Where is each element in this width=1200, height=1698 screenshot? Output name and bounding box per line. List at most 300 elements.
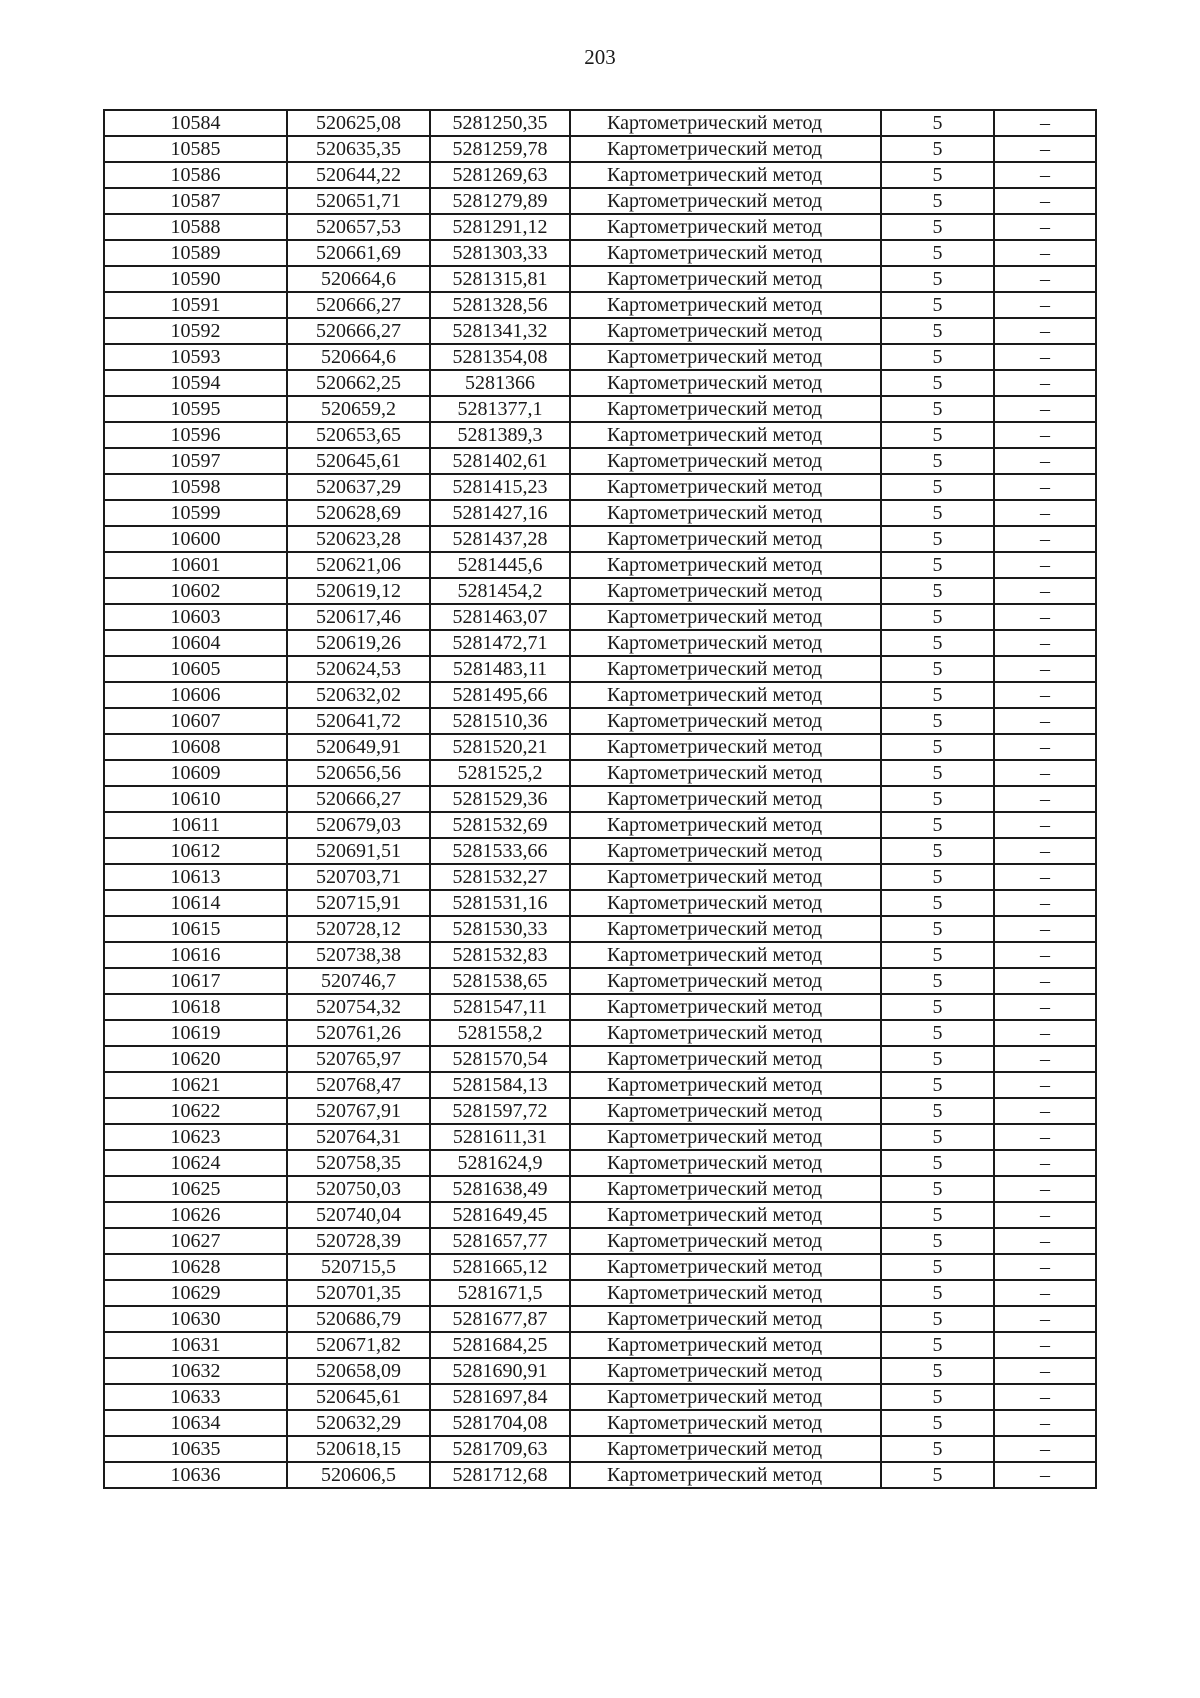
point-number-cell: 10610 bbox=[104, 786, 287, 812]
point-number-cell: 10604 bbox=[104, 630, 287, 656]
method-cell: Картометрический метод bbox=[570, 760, 881, 786]
x-coordinate-cell: 520618,15 bbox=[287, 1436, 430, 1462]
note-cell: – bbox=[994, 1410, 1096, 1436]
x-coordinate-cell: 520765,97 bbox=[287, 1046, 430, 1072]
table-row bbox=[104, 1462, 1096, 1488]
table-row bbox=[104, 448, 1096, 474]
note-cell: – bbox=[994, 448, 1096, 474]
table-row bbox=[104, 1254, 1096, 1280]
y-coordinate-cell: 5281389,3 bbox=[430, 422, 570, 448]
table-row bbox=[104, 1410, 1096, 1436]
table-row bbox=[104, 240, 1096, 266]
note-cell: – bbox=[994, 968, 1096, 994]
method-cell: Картометрический метод bbox=[570, 968, 881, 994]
y-coordinate-cell: 5281709,63 bbox=[430, 1436, 570, 1462]
method-cell: Картометрический метод bbox=[570, 682, 881, 708]
x-coordinate-cell: 520664,6 bbox=[287, 266, 430, 292]
accuracy-cell: 5 bbox=[881, 1150, 994, 1176]
accuracy-cell: 5 bbox=[881, 708, 994, 734]
note-cell: – bbox=[994, 1228, 1096, 1254]
note-cell: – bbox=[994, 1176, 1096, 1202]
note-cell: – bbox=[994, 760, 1096, 786]
point-number-cell: 10591 bbox=[104, 292, 287, 318]
page-number: 203 bbox=[584, 45, 616, 69]
note-cell: – bbox=[994, 838, 1096, 864]
point-number-cell: 10601 bbox=[104, 552, 287, 578]
x-coordinate-cell: 520686,79 bbox=[287, 1306, 430, 1332]
point-number-cell: 10626 bbox=[104, 1202, 287, 1228]
note-cell: – bbox=[994, 604, 1096, 630]
table-row bbox=[104, 1124, 1096, 1150]
point-number-cell: 10617 bbox=[104, 968, 287, 994]
table-row bbox=[104, 1072, 1096, 1098]
method-cell: Картометрический метод bbox=[570, 604, 881, 630]
note-cell: – bbox=[994, 1202, 1096, 1228]
point-number-cell: 10586 bbox=[104, 162, 287, 188]
accuracy-cell: 5 bbox=[881, 942, 994, 968]
method-cell: Картометрический метод bbox=[570, 656, 881, 682]
x-coordinate-cell: 520750,03 bbox=[287, 1176, 430, 1202]
point-number-cell: 10589 bbox=[104, 240, 287, 266]
method-cell: Картометрический метод bbox=[570, 916, 881, 942]
method-cell: Картометрический метод bbox=[570, 1332, 881, 1358]
accuracy-cell: 5 bbox=[881, 1410, 994, 1436]
y-coordinate-cell: 5281269,63 bbox=[430, 162, 570, 188]
table-row bbox=[104, 266, 1096, 292]
note-cell: – bbox=[994, 240, 1096, 266]
y-coordinate-cell: 5281547,11 bbox=[430, 994, 570, 1020]
x-coordinate-cell: 520656,56 bbox=[287, 760, 430, 786]
note-cell: – bbox=[994, 110, 1096, 136]
y-coordinate-cell: 5281520,21 bbox=[430, 734, 570, 760]
note-cell: – bbox=[994, 1306, 1096, 1332]
coordinates-table bbox=[103, 109, 1097, 1489]
x-coordinate-cell: 520645,61 bbox=[287, 448, 430, 474]
method-cell: Картометрический метод bbox=[570, 110, 881, 136]
point-number-cell: 10595 bbox=[104, 396, 287, 422]
accuracy-cell: 5 bbox=[881, 162, 994, 188]
x-coordinate-cell: 520767,91 bbox=[287, 1098, 430, 1124]
note-cell: – bbox=[994, 1098, 1096, 1124]
y-coordinate-cell: 5281611,31 bbox=[430, 1124, 570, 1150]
method-cell: Картометрический метод bbox=[570, 708, 881, 734]
x-coordinate-cell: 520632,02 bbox=[287, 682, 430, 708]
table-row bbox=[104, 526, 1096, 552]
accuracy-cell: 5 bbox=[881, 1280, 994, 1306]
method-cell: Картометрический метод bbox=[570, 838, 881, 864]
accuracy-cell: 5 bbox=[881, 526, 994, 552]
accuracy-cell: 5 bbox=[881, 656, 994, 682]
method-cell: Картометрический метод bbox=[570, 864, 881, 890]
x-coordinate-cell: 520624,53 bbox=[287, 656, 430, 682]
y-coordinate-cell: 5281684,25 bbox=[430, 1332, 570, 1358]
accuracy-cell: 5 bbox=[881, 890, 994, 916]
table-row bbox=[104, 162, 1096, 188]
method-cell: Картометрический метод bbox=[570, 552, 881, 578]
table-row bbox=[104, 1332, 1096, 1358]
y-coordinate-cell: 5281250,35 bbox=[430, 110, 570, 136]
accuracy-cell: 5 bbox=[881, 500, 994, 526]
note-cell: – bbox=[994, 188, 1096, 214]
accuracy-cell: 5 bbox=[881, 786, 994, 812]
x-coordinate-cell: 520715,91 bbox=[287, 890, 430, 916]
x-coordinate-cell: 520645,61 bbox=[287, 1384, 430, 1410]
note-cell: – bbox=[994, 344, 1096, 370]
table-row bbox=[104, 292, 1096, 318]
method-cell: Картометрический метод bbox=[570, 1254, 881, 1280]
method-cell: Картометрический метод bbox=[570, 240, 881, 266]
y-coordinate-cell: 5281463,07 bbox=[430, 604, 570, 630]
point-number-cell: 10590 bbox=[104, 266, 287, 292]
x-coordinate-cell: 520728,12 bbox=[287, 916, 430, 942]
note-cell: – bbox=[994, 1254, 1096, 1280]
y-coordinate-cell: 5281415,23 bbox=[430, 474, 570, 500]
point-number-cell: 10605 bbox=[104, 656, 287, 682]
table-row bbox=[104, 1046, 1096, 1072]
table-row bbox=[104, 1020, 1096, 1046]
table-row bbox=[104, 734, 1096, 760]
x-coordinate-cell: 520728,39 bbox=[287, 1228, 430, 1254]
table-row bbox=[104, 656, 1096, 682]
accuracy-cell: 5 bbox=[881, 448, 994, 474]
method-cell: Картометрический метод bbox=[570, 1280, 881, 1306]
note-cell: – bbox=[994, 1358, 1096, 1384]
point-number-cell: 10632 bbox=[104, 1358, 287, 1384]
accuracy-cell: 5 bbox=[881, 1228, 994, 1254]
point-number-cell: 10619 bbox=[104, 1020, 287, 1046]
accuracy-cell: 5 bbox=[881, 1332, 994, 1358]
point-number-cell: 10593 bbox=[104, 344, 287, 370]
y-coordinate-cell: 5281341,32 bbox=[430, 318, 570, 344]
y-coordinate-cell: 5281533,66 bbox=[430, 838, 570, 864]
x-coordinate-cell: 520764,31 bbox=[287, 1124, 430, 1150]
x-coordinate-cell: 520664,6 bbox=[287, 344, 430, 370]
method-cell: Картометрический метод bbox=[570, 890, 881, 916]
method-cell: Картометрический метод bbox=[570, 214, 881, 240]
method-cell: Картометрический метод bbox=[570, 266, 881, 292]
note-cell: – bbox=[994, 942, 1096, 968]
y-coordinate-cell: 5281665,12 bbox=[430, 1254, 570, 1280]
note-cell: – bbox=[994, 214, 1096, 240]
table-row bbox=[104, 760, 1096, 786]
y-coordinate-cell: 5281472,71 bbox=[430, 630, 570, 656]
x-coordinate-cell: 520746,7 bbox=[287, 968, 430, 994]
accuracy-cell: 5 bbox=[881, 968, 994, 994]
table-row bbox=[104, 318, 1096, 344]
method-cell: Картометрический метод bbox=[570, 422, 881, 448]
y-coordinate-cell: 5281529,36 bbox=[430, 786, 570, 812]
y-coordinate-cell: 5281570,54 bbox=[430, 1046, 570, 1072]
note-cell: – bbox=[994, 708, 1096, 734]
x-coordinate-cell: 520635,35 bbox=[287, 136, 430, 162]
y-coordinate-cell: 5281624,9 bbox=[430, 1150, 570, 1176]
x-coordinate-cell: 520637,29 bbox=[287, 474, 430, 500]
method-cell: Картометрический метод bbox=[570, 1202, 881, 1228]
accuracy-cell: 5 bbox=[881, 604, 994, 630]
point-number-cell: 10584 bbox=[104, 110, 287, 136]
point-number-cell: 10611 bbox=[104, 812, 287, 838]
point-number-cell: 10620 bbox=[104, 1046, 287, 1072]
x-coordinate-cell: 520661,69 bbox=[287, 240, 430, 266]
table-row bbox=[104, 136, 1096, 162]
y-coordinate-cell: 5281437,28 bbox=[430, 526, 570, 552]
x-coordinate-cell: 520625,08 bbox=[287, 110, 430, 136]
table-row bbox=[104, 630, 1096, 656]
x-coordinate-cell: 520659,2 bbox=[287, 396, 430, 422]
point-number-cell: 10624 bbox=[104, 1150, 287, 1176]
note-cell: – bbox=[994, 552, 1096, 578]
accuracy-cell: 5 bbox=[881, 1436, 994, 1462]
note-cell: – bbox=[994, 1280, 1096, 1306]
point-number-cell: 10623 bbox=[104, 1124, 287, 1150]
table-row bbox=[104, 1176, 1096, 1202]
x-coordinate-cell: 520649,91 bbox=[287, 734, 430, 760]
x-coordinate-cell: 520679,03 bbox=[287, 812, 430, 838]
point-number-cell: 10625 bbox=[104, 1176, 287, 1202]
x-coordinate-cell: 520658,09 bbox=[287, 1358, 430, 1384]
accuracy-cell: 5 bbox=[881, 240, 994, 266]
y-coordinate-cell: 5281584,13 bbox=[430, 1072, 570, 1098]
point-number-cell: 10607 bbox=[104, 708, 287, 734]
point-number-cell: 10633 bbox=[104, 1384, 287, 1410]
accuracy-cell: 5 bbox=[881, 838, 994, 864]
x-coordinate-cell: 520644,22 bbox=[287, 162, 430, 188]
table-row bbox=[104, 604, 1096, 630]
point-number-cell: 10608 bbox=[104, 734, 287, 760]
y-coordinate-cell: 5281649,45 bbox=[430, 1202, 570, 1228]
accuracy-cell: 5 bbox=[881, 1072, 994, 1098]
note-cell: – bbox=[994, 500, 1096, 526]
note-cell: – bbox=[994, 266, 1096, 292]
table-row bbox=[104, 682, 1096, 708]
y-coordinate-cell: 5281291,12 bbox=[430, 214, 570, 240]
accuracy-cell: 5 bbox=[881, 578, 994, 604]
accuracy-cell: 5 bbox=[881, 110, 994, 136]
x-coordinate-cell: 520761,26 bbox=[287, 1020, 430, 1046]
point-number-cell: 10630 bbox=[104, 1306, 287, 1332]
accuracy-cell: 5 bbox=[881, 188, 994, 214]
method-cell: Картометрический метод bbox=[570, 1072, 881, 1098]
method-cell: Картометрический метод bbox=[570, 994, 881, 1020]
method-cell: Картометрический метод bbox=[570, 630, 881, 656]
point-number-cell: 10606 bbox=[104, 682, 287, 708]
accuracy-cell: 5 bbox=[881, 812, 994, 838]
x-coordinate-cell: 520666,27 bbox=[287, 786, 430, 812]
table-row bbox=[104, 1228, 1096, 1254]
note-cell: – bbox=[994, 890, 1096, 916]
method-cell: Картометрический метод bbox=[570, 396, 881, 422]
note-cell: – bbox=[994, 682, 1096, 708]
x-coordinate-cell: 520666,27 bbox=[287, 318, 430, 344]
method-cell: Картометрический метод bbox=[570, 474, 881, 500]
method-cell: Картометрический метод bbox=[570, 1436, 881, 1462]
point-number-cell: 10597 bbox=[104, 448, 287, 474]
note-cell: – bbox=[994, 916, 1096, 942]
accuracy-cell: 5 bbox=[881, 1124, 994, 1150]
point-number-cell: 10600 bbox=[104, 526, 287, 552]
method-cell: Картометрический метод bbox=[570, 1358, 881, 1384]
accuracy-cell: 5 bbox=[881, 474, 994, 500]
point-number-cell: 10598 bbox=[104, 474, 287, 500]
y-coordinate-cell: 5281530,33 bbox=[430, 916, 570, 942]
note-cell: – bbox=[994, 474, 1096, 500]
note-cell: – bbox=[994, 370, 1096, 396]
method-cell: Картометрический метод bbox=[570, 370, 881, 396]
method-cell: Картометрический метод bbox=[570, 500, 881, 526]
x-coordinate-cell: 520666,27 bbox=[287, 292, 430, 318]
table-row bbox=[104, 474, 1096, 500]
table-row bbox=[104, 344, 1096, 370]
y-coordinate-cell: 5281712,68 bbox=[430, 1462, 570, 1488]
point-number-cell: 10587 bbox=[104, 188, 287, 214]
y-coordinate-cell: 5281366 bbox=[430, 370, 570, 396]
x-coordinate-cell: 520701,35 bbox=[287, 1280, 430, 1306]
note-cell: – bbox=[994, 994, 1096, 1020]
table-row bbox=[104, 838, 1096, 864]
table-row bbox=[104, 1098, 1096, 1124]
note-cell: – bbox=[994, 1384, 1096, 1410]
accuracy-cell: 5 bbox=[881, 292, 994, 318]
note-cell: – bbox=[994, 162, 1096, 188]
table-row bbox=[104, 1306, 1096, 1332]
note-cell: – bbox=[994, 1436, 1096, 1462]
point-number-cell: 10588 bbox=[104, 214, 287, 240]
x-coordinate-cell: 520606,5 bbox=[287, 1462, 430, 1488]
accuracy-cell: 5 bbox=[881, 1254, 994, 1280]
point-number-cell: 10634 bbox=[104, 1410, 287, 1436]
y-coordinate-cell: 5281445,6 bbox=[430, 552, 570, 578]
table-row bbox=[104, 188, 1096, 214]
point-number-cell: 10592 bbox=[104, 318, 287, 344]
y-coordinate-cell: 5281402,61 bbox=[430, 448, 570, 474]
accuracy-cell: 5 bbox=[881, 422, 994, 448]
method-cell: Картометрический метод bbox=[570, 318, 881, 344]
y-coordinate-cell: 5281303,33 bbox=[430, 240, 570, 266]
table-row bbox=[104, 942, 1096, 968]
note-cell: – bbox=[994, 786, 1096, 812]
y-coordinate-cell: 5281427,16 bbox=[430, 500, 570, 526]
table-row bbox=[104, 214, 1096, 240]
table-row bbox=[104, 708, 1096, 734]
accuracy-cell: 5 bbox=[881, 318, 994, 344]
y-coordinate-cell: 5281597,72 bbox=[430, 1098, 570, 1124]
x-coordinate-cell: 520768,47 bbox=[287, 1072, 430, 1098]
point-number-cell: 10622 bbox=[104, 1098, 287, 1124]
accuracy-cell: 5 bbox=[881, 1202, 994, 1228]
method-cell: Картометрический метод bbox=[570, 344, 881, 370]
table-row bbox=[104, 890, 1096, 916]
point-number-cell: 10599 bbox=[104, 500, 287, 526]
accuracy-cell: 5 bbox=[881, 994, 994, 1020]
x-coordinate-cell: 520641,72 bbox=[287, 708, 430, 734]
note-cell: – bbox=[994, 1020, 1096, 1046]
note-cell: – bbox=[994, 812, 1096, 838]
point-number-cell: 10616 bbox=[104, 942, 287, 968]
accuracy-cell: 5 bbox=[881, 1462, 994, 1488]
method-cell: Картометрический метод bbox=[570, 1046, 881, 1072]
note-cell: – bbox=[994, 734, 1096, 760]
x-coordinate-cell: 520740,04 bbox=[287, 1202, 430, 1228]
y-coordinate-cell: 5281671,5 bbox=[430, 1280, 570, 1306]
table-row bbox=[104, 578, 1096, 604]
x-coordinate-cell: 520738,38 bbox=[287, 942, 430, 968]
y-coordinate-cell: 5281532,69 bbox=[430, 812, 570, 838]
x-coordinate-cell: 520632,29 bbox=[287, 1410, 430, 1436]
y-coordinate-cell: 5281677,87 bbox=[430, 1306, 570, 1332]
accuracy-cell: 5 bbox=[881, 1306, 994, 1332]
accuracy-cell: 5 bbox=[881, 760, 994, 786]
table-row bbox=[104, 1384, 1096, 1410]
x-coordinate-cell: 520703,71 bbox=[287, 864, 430, 890]
table-row bbox=[104, 110, 1096, 136]
accuracy-cell: 5 bbox=[881, 1098, 994, 1124]
table-row bbox=[104, 1358, 1096, 1384]
point-number-cell: 10609 bbox=[104, 760, 287, 786]
table-row bbox=[104, 500, 1096, 526]
note-cell: – bbox=[994, 526, 1096, 552]
note-cell: – bbox=[994, 136, 1096, 162]
y-coordinate-cell: 5281532,27 bbox=[430, 864, 570, 890]
x-coordinate-cell: 520617,46 bbox=[287, 604, 430, 630]
accuracy-cell: 5 bbox=[881, 1046, 994, 1072]
y-coordinate-cell: 5281328,56 bbox=[430, 292, 570, 318]
y-coordinate-cell: 5281495,66 bbox=[430, 682, 570, 708]
table-row bbox=[104, 396, 1096, 422]
y-coordinate-cell: 5281354,08 bbox=[430, 344, 570, 370]
point-number-cell: 10596 bbox=[104, 422, 287, 448]
accuracy-cell: 5 bbox=[881, 396, 994, 422]
point-number-cell: 10627 bbox=[104, 1228, 287, 1254]
y-coordinate-cell: 5281657,77 bbox=[430, 1228, 570, 1254]
accuracy-cell: 5 bbox=[881, 1020, 994, 1046]
y-coordinate-cell: 5281259,78 bbox=[430, 136, 570, 162]
y-coordinate-cell: 5281638,49 bbox=[430, 1176, 570, 1202]
x-coordinate-cell: 520621,06 bbox=[287, 552, 430, 578]
accuracy-cell: 5 bbox=[881, 630, 994, 656]
y-coordinate-cell: 5281377,1 bbox=[430, 396, 570, 422]
method-cell: Картометрический метод bbox=[570, 942, 881, 968]
point-number-cell: 10612 bbox=[104, 838, 287, 864]
table-row bbox=[104, 1150, 1096, 1176]
table-row bbox=[104, 994, 1096, 1020]
x-coordinate-cell: 520653,65 bbox=[287, 422, 430, 448]
x-coordinate-cell: 520671,82 bbox=[287, 1332, 430, 1358]
method-cell: Картометрический метод bbox=[570, 1228, 881, 1254]
x-coordinate-cell: 520715,5 bbox=[287, 1254, 430, 1280]
method-cell: Картометрический метод bbox=[570, 1150, 881, 1176]
y-coordinate-cell: 5281510,36 bbox=[430, 708, 570, 734]
note-cell: – bbox=[994, 318, 1096, 344]
accuracy-cell: 5 bbox=[881, 136, 994, 162]
y-coordinate-cell: 5281558,2 bbox=[430, 1020, 570, 1046]
x-coordinate-cell: 520651,71 bbox=[287, 188, 430, 214]
accuracy-cell: 5 bbox=[881, 916, 994, 942]
method-cell: Картометрический метод bbox=[570, 1462, 881, 1488]
table-row bbox=[104, 1202, 1096, 1228]
note-cell: – bbox=[994, 864, 1096, 890]
accuracy-cell: 5 bbox=[881, 214, 994, 240]
note-cell: – bbox=[994, 578, 1096, 604]
x-coordinate-cell: 520758,35 bbox=[287, 1150, 430, 1176]
note-cell: – bbox=[994, 1462, 1096, 1488]
method-cell: Картометрический метод bbox=[570, 136, 881, 162]
y-coordinate-cell: 5281483,11 bbox=[430, 656, 570, 682]
method-cell: Картометрический метод bbox=[570, 292, 881, 318]
accuracy-cell: 5 bbox=[881, 370, 994, 396]
table-row bbox=[104, 786, 1096, 812]
y-coordinate-cell: 5281531,16 bbox=[430, 890, 570, 916]
y-coordinate-cell: 5281525,2 bbox=[430, 760, 570, 786]
